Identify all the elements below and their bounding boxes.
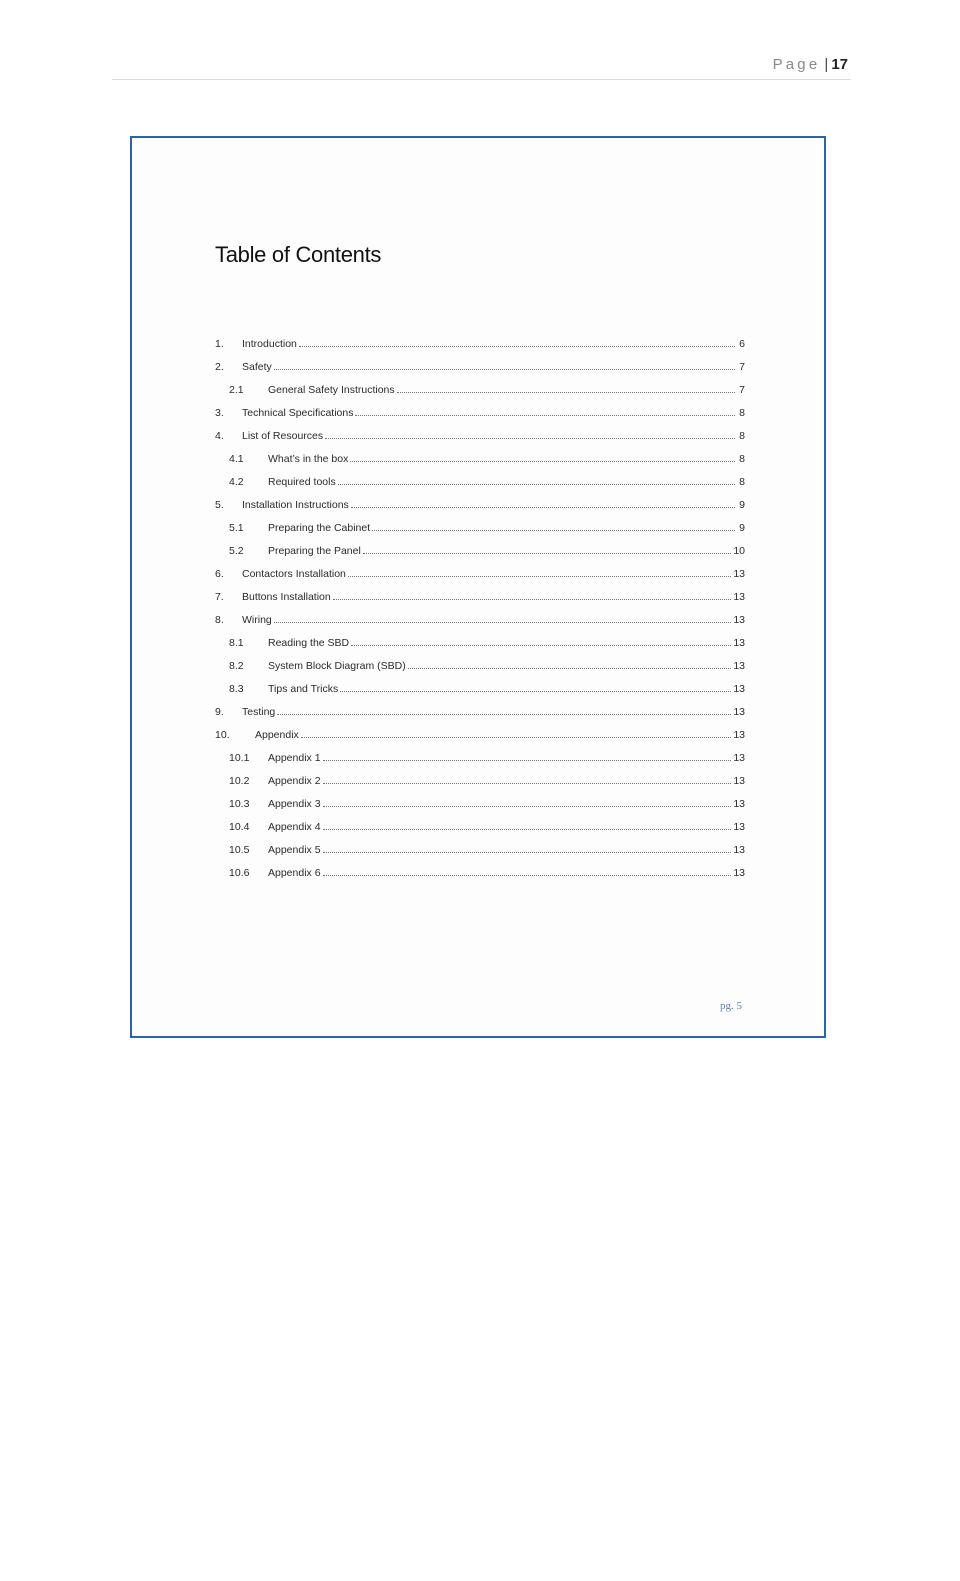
page-label: Page bbox=[772, 56, 821, 73]
embedded-page-footer: pg. 5 bbox=[720, 1000, 742, 1012]
toc-entry-number: 4. bbox=[215, 430, 224, 442]
toc-entry[interactable] bbox=[215, 499, 745, 522]
toc-entry[interactable] bbox=[215, 798, 745, 821]
toc-entry-page: 8 bbox=[739, 476, 745, 488]
toc-entry-label: System Block Diagram (SBD) bbox=[268, 660, 406, 672]
toc-dot-leader bbox=[348, 576, 731, 577]
toc-dot-leader bbox=[350, 461, 735, 462]
toc-entry[interactable] bbox=[215, 591, 745, 614]
toc-entry-number: 2.1 bbox=[229, 384, 244, 396]
page-separator: | bbox=[824, 56, 829, 73]
toc-dot-leader bbox=[274, 369, 735, 370]
toc-entry[interactable] bbox=[215, 407, 745, 430]
toc-entry-number: 8.3 bbox=[229, 683, 244, 695]
toc-dot-leader bbox=[333, 599, 732, 600]
toc-entry[interactable] bbox=[215, 775, 745, 798]
toc-entry-page: 13 bbox=[733, 591, 745, 603]
toc-entry[interactable] bbox=[215, 729, 745, 752]
toc-entry-label: List of Resources bbox=[242, 430, 324, 442]
toc-dot-leader bbox=[323, 806, 732, 807]
toc-entry[interactable] bbox=[215, 522, 745, 545]
toc-entry-number: 8. bbox=[215, 614, 224, 626]
toc-entry-page: 13 bbox=[733, 775, 745, 787]
toc-entry-page: 9 bbox=[739, 522, 745, 534]
toc-entry[interactable] bbox=[215, 821, 745, 844]
toc-entry-number: 10.5 bbox=[229, 844, 250, 856]
toc-dot-leader bbox=[408, 668, 732, 669]
toc-entry[interactable] bbox=[215, 545, 745, 568]
toc-dot-leader bbox=[325, 438, 735, 439]
toc-entry-label: Testing bbox=[242, 706, 276, 718]
toc-entry-label: Wiring bbox=[242, 614, 272, 626]
toc-entry[interactable] bbox=[215, 453, 745, 476]
toc-dot-leader bbox=[355, 415, 735, 416]
toc-entry-label: What’s in the box bbox=[268, 453, 349, 465]
toc-title: Table of Contents bbox=[215, 242, 382, 267]
toc-dot-leader bbox=[323, 875, 732, 876]
toc-entry-page: 8 bbox=[739, 407, 745, 419]
toc-entry-number: 10.2 bbox=[229, 775, 250, 787]
toc-entry[interactable] bbox=[215, 361, 745, 384]
toc-entry-page: 6 bbox=[739, 338, 745, 350]
toc-dot-leader bbox=[340, 691, 731, 692]
toc-entry-number: 2. bbox=[215, 361, 224, 373]
toc-entry-label: Appendix 4 bbox=[268, 821, 321, 833]
toc-dot-leader bbox=[277, 714, 731, 715]
toc-entry-label: Introduction bbox=[242, 338, 297, 350]
toc-dot-leader bbox=[323, 829, 732, 830]
toc-entry-number: 5.1 bbox=[229, 522, 244, 534]
toc-entry-label: Tips and Tricks bbox=[268, 683, 339, 695]
toc-entry[interactable] bbox=[215, 614, 745, 637]
toc-dot-leader bbox=[372, 530, 735, 531]
toc-entry[interactable] bbox=[215, 476, 745, 499]
toc-entry-label: Reading the SBD bbox=[268, 637, 350, 649]
toc-entry-number: 5. bbox=[215, 499, 224, 511]
toc-dot-leader bbox=[301, 737, 732, 738]
toc-entry-label: Buttons Installation bbox=[242, 591, 331, 603]
toc-entry-label: Appendix 3 bbox=[268, 798, 321, 810]
toc-entry-number: 10.6 bbox=[229, 867, 250, 879]
toc-entry-number: 8.2 bbox=[229, 660, 244, 672]
toc-entry[interactable] bbox=[215, 430, 745, 453]
toc-entry-page: 13 bbox=[733, 683, 745, 695]
toc-entry-number: 1. bbox=[215, 338, 224, 350]
toc-entry-page: 13 bbox=[733, 568, 745, 580]
header-divider bbox=[112, 79, 851, 80]
toc-entry-page: 13 bbox=[733, 867, 745, 879]
toc-entry[interactable] bbox=[215, 568, 745, 591]
toc-entry-page: 13 bbox=[733, 637, 745, 649]
toc-entry[interactable] bbox=[215, 867, 745, 890]
toc-entry-number: 10.1 bbox=[229, 752, 250, 764]
toc-entry-page: 10 bbox=[733, 545, 745, 557]
embedded-page-image bbox=[130, 136, 826, 1038]
toc-entry[interactable] bbox=[215, 706, 745, 729]
toc-entry[interactable] bbox=[215, 752, 745, 775]
toc-entry-label: Appendix 5 bbox=[268, 844, 321, 856]
toc-dot-leader bbox=[323, 783, 732, 784]
toc-entry-number: 3. bbox=[215, 407, 224, 419]
toc-entry-page: 13 bbox=[733, 821, 745, 833]
toc-entry-label: Contactors Installation bbox=[242, 568, 346, 580]
toc-entry-label: Appendix 6 bbox=[268, 867, 321, 879]
toc-entry[interactable] bbox=[215, 683, 745, 706]
toc-entry-label: Technical Specifications bbox=[242, 407, 354, 419]
toc-entry-label: Appendix bbox=[255, 729, 299, 741]
toc-entry-page: 13 bbox=[733, 752, 745, 764]
toc-dot-leader bbox=[323, 852, 732, 853]
toc-entry-number: 4.2 bbox=[229, 476, 244, 488]
toc-entry-label: Appendix 1 bbox=[268, 752, 321, 764]
toc-entry[interactable] bbox=[215, 660, 745, 683]
toc-entry-number: 10.3 bbox=[229, 798, 250, 810]
toc-entry[interactable] bbox=[215, 338, 745, 361]
toc-dot-leader bbox=[397, 392, 735, 393]
toc-entry-label: Appendix 2 bbox=[268, 775, 321, 787]
toc-entry-label: Required tools bbox=[268, 476, 336, 488]
toc-entry-page: 13 bbox=[733, 706, 745, 718]
toc-entry-page: 7 bbox=[739, 361, 745, 373]
toc-entry-page: 13 bbox=[733, 844, 745, 856]
toc-dot-leader bbox=[274, 622, 732, 623]
toc-entry-number: 9. bbox=[215, 706, 224, 718]
toc-dot-leader bbox=[338, 484, 735, 485]
toc-entry-label: Preparing the Panel bbox=[268, 545, 361, 557]
toc-entry-page: 8 bbox=[739, 430, 745, 442]
toc-dot-leader bbox=[323, 760, 732, 761]
toc-entry-label: Safety bbox=[242, 361, 272, 373]
toc-entry-number: 8.1 bbox=[229, 637, 244, 649]
toc-dot-leader bbox=[363, 553, 731, 554]
toc-entry-page: 9 bbox=[739, 499, 745, 511]
toc-entry[interactable] bbox=[215, 384, 745, 407]
toc-entry-label: Preparing the Cabinet bbox=[268, 522, 371, 534]
toc-entry[interactable] bbox=[215, 637, 745, 660]
toc-dot-leader bbox=[351, 645, 731, 646]
toc-entry-number: 10.4 bbox=[229, 821, 250, 833]
toc-entry-number: 5.2 bbox=[229, 545, 244, 557]
toc-entry-number: 4.1 bbox=[229, 453, 244, 465]
toc-entry-number: 6. bbox=[215, 568, 224, 580]
toc-entry-page: 7 bbox=[739, 384, 745, 396]
toc-entry-page: 8 bbox=[739, 453, 745, 465]
toc-entry-number: 7. bbox=[215, 591, 224, 603]
page-number: 17 bbox=[831, 56, 848, 73]
toc-dot-leader bbox=[351, 507, 735, 508]
toc-entry-label: Installation Instructions bbox=[242, 499, 349, 511]
toc-entry-label: General Safety Instructions bbox=[268, 384, 395, 396]
toc-entry-number: 10. bbox=[215, 729, 230, 741]
toc-entry-page: 13 bbox=[733, 614, 745, 626]
toc-entry-page: 13 bbox=[733, 798, 745, 810]
toc-list bbox=[215, 338, 745, 890]
page-header bbox=[773, 56, 848, 73]
toc-entry-page: 13 bbox=[733, 729, 745, 741]
toc-dot-leader bbox=[299, 346, 735, 347]
toc-entry[interactable] bbox=[215, 844, 745, 867]
toc-entry-page: 13 bbox=[733, 660, 745, 672]
